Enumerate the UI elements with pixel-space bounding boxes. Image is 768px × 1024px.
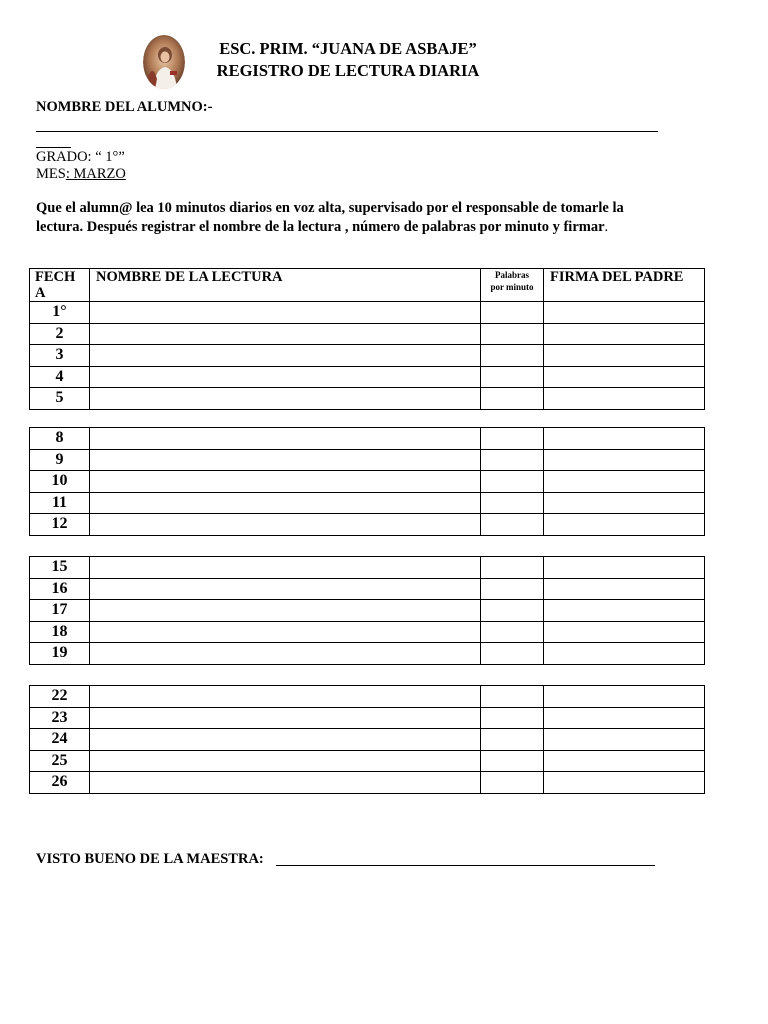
grade-label: GRADO: “ 1°”: [36, 149, 125, 165]
reading-name-cell[interactable]: [90, 514, 481, 536]
reading-name-cell[interactable]: [90, 428, 481, 450]
parent-signature-cell[interactable]: [544, 388, 705, 410]
table-row: [30, 471, 705, 493]
teacher-signature-line[interactable]: [276, 865, 655, 866]
table-row: [30, 449, 705, 471]
words-per-minute-cell[interactable]: [481, 449, 544, 471]
month-label: MES: [36, 166, 66, 182]
week-rows: [30, 557, 705, 665]
parent-signature-cell[interactable]: [544, 707, 705, 729]
reading-name-cell[interactable]: [90, 750, 481, 772]
reading-name-cell[interactable]: [90, 345, 481, 367]
words-per-minute-cell[interactable]: [481, 323, 544, 345]
parent-signature-cell[interactable]: [544, 729, 705, 751]
reading-name-cell[interactable]: [90, 772, 481, 794]
day-number: 25: [30, 750, 90, 772]
table-row: [30, 686, 705, 708]
parent-signature-cell[interactable]: [544, 449, 705, 471]
reading-name-cell[interactable]: [90, 471, 481, 493]
instructions-period: .: [604, 219, 609, 235]
reading-name-cell[interactable]: [90, 366, 481, 388]
student-name-line[interactable]: [36, 131, 658, 132]
table-row: [30, 600, 705, 622]
parent-signature-cell[interactable]: [544, 514, 705, 536]
table-row: [30, 302, 705, 324]
header-firma: FIRMA DEL PADRE: [544, 269, 705, 302]
week-rows: [30, 686, 705, 794]
header-palabras-line-1: Palabras: [494, 270, 529, 280]
parent-signature-cell[interactable]: [544, 686, 705, 708]
table-row: [30, 643, 705, 665]
instructions-line-2-row: [36, 218, 676, 237]
day-number: 26: [30, 772, 90, 794]
header-fecha-line-1: FECH: [35, 269, 76, 285]
day-number: 4: [30, 366, 90, 388]
words-per-minute-cell[interactable]: [481, 302, 544, 324]
table-row: [30, 729, 705, 751]
student-name-label: NOMBRE DEL ALUMNO:-: [36, 99, 213, 115]
table-row: [30, 772, 705, 794]
day-number: 11: [30, 492, 90, 514]
words-per-minute-cell[interactable]: [481, 428, 544, 450]
month-row: [36, 166, 126, 183]
parent-signature-cell[interactable]: [544, 600, 705, 622]
document-title: REGISTRO DE LECTURA DIARIA: [216, 61, 480, 80]
reading-name-cell[interactable]: [90, 600, 481, 622]
table-row: [30, 707, 705, 729]
parent-signature-cell[interactable]: [544, 471, 705, 493]
words-per-minute-cell[interactable]: [481, 729, 544, 751]
reading-name-cell[interactable]: [90, 323, 481, 345]
table-row: [30, 428, 705, 450]
table-row: [30, 388, 705, 410]
day-number: 8: [30, 428, 90, 450]
parent-signature-cell[interactable]: [544, 302, 705, 324]
table-row: [30, 621, 705, 643]
words-per-minute-cell[interactable]: [481, 643, 544, 665]
header-fecha: [30, 269, 90, 302]
parent-signature-cell[interactable]: [544, 750, 705, 772]
day-number: 15: [30, 557, 90, 579]
parent-signature-cell[interactable]: [544, 428, 705, 450]
day-number: 19: [30, 643, 90, 665]
header-palabras-line-2: por minuto: [490, 282, 534, 292]
table-row: [30, 323, 705, 345]
reading-name-cell[interactable]: [90, 302, 481, 324]
day-number: 5: [30, 388, 90, 410]
reading-name-cell[interactable]: [90, 686, 481, 708]
table-row: [30, 366, 705, 388]
reading-table-week-1: [29, 268, 705, 410]
header-lectura: NOMBRE DE LA LECTURA: [90, 269, 481, 302]
table-row: [30, 492, 705, 514]
day-number: 1°: [30, 302, 90, 324]
day-number: 17: [30, 600, 90, 622]
teacher-approval-label: VISTO BUENO DE LA MAESTRA:: [36, 851, 264, 867]
day-number: 23: [30, 707, 90, 729]
words-per-minute-cell[interactable]: [481, 578, 544, 600]
reading-name-cell[interactable]: [90, 707, 481, 729]
day-number: 22: [30, 686, 90, 708]
words-per-minute-cell[interactable]: [481, 557, 544, 579]
parent-signature-cell[interactable]: [544, 557, 705, 579]
reading-name-cell[interactable]: [90, 578, 481, 600]
parent-signature-cell[interactable]: [544, 366, 705, 388]
parent-signature-cell[interactable]: [544, 323, 705, 345]
school-name: ESC. PRIM. “JUANA DE ASBAJE”: [219, 39, 477, 58]
parent-signature-cell[interactable]: [544, 621, 705, 643]
day-number: 10: [30, 471, 90, 493]
instructions: [36, 199, 676, 237]
parent-signature-cell[interactable]: [544, 345, 705, 367]
words-per-minute-cell[interactable]: [481, 388, 544, 410]
table-row: [30, 345, 705, 367]
reading-name-cell[interactable]: [90, 492, 481, 514]
day-number: 16: [30, 578, 90, 600]
reading-table-week-2: [29, 427, 705, 536]
reading-name-cell[interactable]: [90, 388, 481, 410]
reading-table-week-3: [29, 556, 705, 665]
table-row: [30, 578, 705, 600]
reading-name-cell[interactable]: [90, 557, 481, 579]
day-number: 9: [30, 449, 90, 471]
words-per-minute-cell[interactable]: [481, 345, 544, 367]
words-per-minute-cell[interactable]: [481, 600, 544, 622]
parent-signature-cell[interactable]: [544, 643, 705, 665]
words-per-minute-cell[interactable]: [481, 750, 544, 772]
day-number: 24: [30, 729, 90, 751]
parent-signature-cell[interactable]: [544, 578, 705, 600]
instructions-line-1: Que el alumn@ lea 10 minutos diarios en voz alta, supervisado por el responsable de tomarle la: [36, 200, 624, 216]
words-per-minute-cell[interactable]: [481, 686, 544, 708]
parent-signature-cell[interactable]: [544, 772, 705, 794]
table-row: [30, 750, 705, 772]
day-number: 18: [30, 621, 90, 643]
header-fecha-line-2: A: [35, 285, 46, 301]
month-value: : MARZO: [65, 166, 126, 182]
instructions-line-2: lectura. Después registrar el nombre de la lectura , número de palabras por minuto y firmar: [36, 219, 605, 235]
table-row: [30, 514, 705, 536]
words-per-minute-cell[interactable]: [481, 707, 544, 729]
week-rows: [30, 302, 705, 410]
school-logo: [143, 35, 185, 89]
words-per-minute-cell[interactable]: [481, 772, 544, 794]
reading-name-cell[interactable]: [90, 449, 481, 471]
school-logo-image: [143, 35, 185, 89]
table-header-row: [30, 269, 705, 302]
words-per-minute-cell[interactable]: [481, 471, 544, 493]
week-rows: [30, 428, 705, 536]
day-number: 2: [30, 323, 90, 345]
table-row: [30, 557, 705, 579]
reading-name-cell[interactable]: [90, 729, 481, 751]
reading-name-cell[interactable]: [90, 643, 481, 665]
student-name-line-continued: [36, 147, 71, 148]
reading-name-cell[interactable]: [90, 621, 481, 643]
reading-table-week-4: [29, 685, 705, 794]
words-per-minute-cell[interactable]: [481, 492, 544, 514]
words-per-minute-cell[interactable]: [481, 514, 544, 536]
day-number: 12: [30, 514, 90, 536]
words-per-minute-cell[interactable]: [481, 621, 544, 643]
parent-signature-cell[interactable]: [544, 492, 705, 514]
header-palabras: [481, 269, 544, 302]
day-number: 3: [30, 345, 90, 367]
words-per-minute-cell[interactable]: [481, 366, 544, 388]
